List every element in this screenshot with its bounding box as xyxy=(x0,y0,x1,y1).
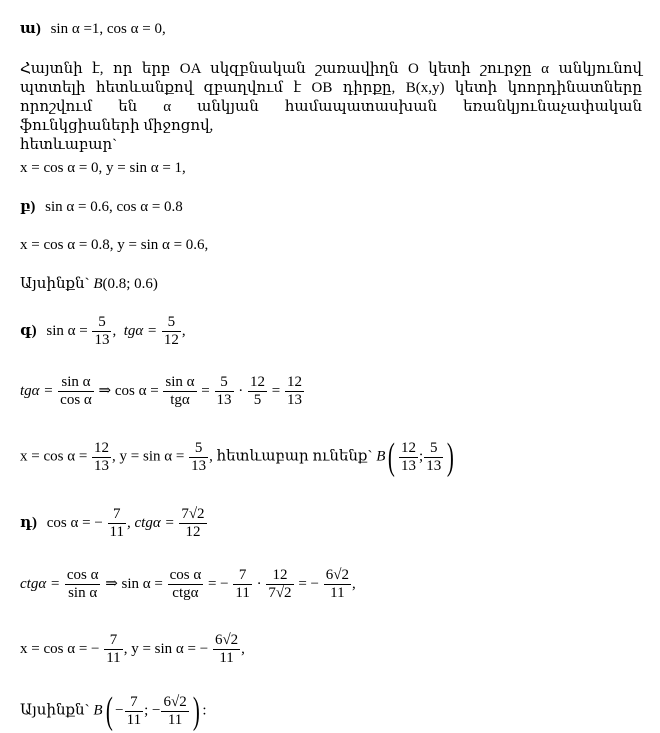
part-b-result xyxy=(20,236,208,254)
fraction: $\frac{5}{13}$ xyxy=(191,439,207,474)
part-b-coordinates: x = cos α = 0.8, y = sin α = 0.6, xyxy=(20,237,209,253)
part-a-condition: sin α =1, cos α = 0, xyxy=(50,21,166,37)
fraction: $\frac{5}{13}$ xyxy=(216,374,232,408)
fraction: $\frac{7}{11}$ xyxy=(109,506,124,540)
part-b-label: բ) xyxy=(20,199,36,215)
fraction: $\frac{\text{cos α}}{\text{sin α}}$ xyxy=(66,567,99,601)
part-c-tg: tgα = xyxy=(123,322,158,339)
fraction: $\frac{12}{7√2}$ xyxy=(268,567,292,601)
part-d-point-lead: Այսինքն` xyxy=(20,702,90,719)
part-b-point: Այսինքն` B(0.8; 0.6) xyxy=(20,276,158,292)
fraction: $\frac{12}{13}$ xyxy=(401,439,417,474)
fraction: $\frac{5}{13}$ xyxy=(426,439,442,474)
part-c: գ) sin α = $\frac{5}{13}$ , tgα = $\frac{5}{12}$ , xyxy=(20,314,186,348)
fraction: $\frac{\text{sin α}}{\text{cos α}}$ xyxy=(60,374,92,408)
fraction: $\frac{7}{11}$ xyxy=(126,693,142,728)
part-c-res-y: , y = sin α = xyxy=(112,448,185,465)
part-d-ctg: , ctgα = xyxy=(127,514,175,531)
part-d-res-y: , y = sin α = − xyxy=(123,640,209,657)
part-a-result xyxy=(20,159,186,177)
part-d-result: x = cos α = − $\frac{7}{11}$ , y = sin α = − $\frac{6√2}{11}$ , xyxy=(20,632,245,666)
part-d-point: Այսինքն` B( − $\frac{7}{11}$ ; − $\frac{6√2}{11}$ ) : xyxy=(20,690,207,732)
part-c-equation: tgα = $\frac{\text{sin α}}{\text{cos α}}$ ⇒ cos α = $\frac{\text{sin α}}{\text{tgα}}$ = $\frac{5}{13}$ · $\frac{12}{5}$ = $\frac{12}{13}$ xyxy=(20,374,302,408)
fraction: $\frac{7}{11}$ xyxy=(106,632,121,666)
explanation-paragraph xyxy=(20,60,642,155)
fraction: $\frac{12}{5}$ xyxy=(250,374,266,408)
part-b-point-coords: 0.8; 0.6 xyxy=(107,276,153,292)
fraction: $\frac{12}{13}$ xyxy=(286,374,302,408)
part-d-point-name: B xyxy=(93,702,103,719)
part-a xyxy=(20,20,166,38)
fraction: $\frac{7}{11}$ xyxy=(235,567,250,601)
fraction: $\frac{\text{sin α}}{\text{tgα}}$ xyxy=(165,374,195,408)
part-b xyxy=(20,198,183,216)
fraction: $\frac{5}{13}$ xyxy=(94,314,110,348)
fraction: $\frac{5}{12}$ xyxy=(163,314,179,348)
part-d-eq-arrow: ⇒ sin α = xyxy=(105,575,163,592)
part-c-res-text: , հետևաբար ունենք` xyxy=(209,448,373,465)
part-c-label: գ) xyxy=(20,322,37,339)
fraction: $\frac{6√2}{11}$ xyxy=(163,693,187,728)
part-d-cos: cos α = − xyxy=(46,514,103,531)
part-a-coordinates: x = cos α = 0, y = sin α = 1, xyxy=(20,160,186,176)
part-d-equation: ctgα = $\frac{\text{cos α}}{\text{sin α}}$ ⇒ sin α = $\frac{\text{cos α}}{\text{ctgα}}$ = − $\frac{7}{11}$ · $\frac{12}{7√2}$ = − $\frac{6√2}{11}$ , xyxy=(20,567,356,601)
part-b-point-lead: Այսինքն` xyxy=(20,276,90,292)
explanation-therefore: հետևաբար` xyxy=(20,137,118,153)
explanation-text: Հայտնի է, որ երբ OA սկզբնական շառավիղն O կետի շուրջը α անկյունով պտտելի հետևանքով զբաղվում է OB դիրքը, B(x,y) կետի կոորդինատները որոշվում են α անկյան համապատասխան եռանկյունաչափական ֆունկցիաների միջոցով, xyxy=(20,61,642,134)
part-b-point-name: B xyxy=(93,276,103,292)
part-d-res-x: x = cos α = − xyxy=(20,640,100,657)
part-c-eq-arrow: ⇒ cos α = xyxy=(98,382,159,399)
fraction: $\frac{6√2}{11}$ xyxy=(325,567,349,601)
part-b-condition: sin α = 0.6, cos α = 0.8 xyxy=(45,199,183,215)
fraction: $\frac{12}{13}$ xyxy=(94,439,110,474)
part-d xyxy=(20,506,208,541)
fraction: $\frac{7√2}{12}$ xyxy=(181,506,205,540)
part-a-label: ա) xyxy=(20,21,41,37)
part-c-eq-tg: tgα = xyxy=(20,382,54,399)
part-c-point-name: B xyxy=(376,448,386,465)
part-c-sin: sin α = xyxy=(46,322,88,339)
part-d-eq-ctg: ctgα = xyxy=(20,575,61,592)
part-c-res-x: x = cos α = xyxy=(20,448,88,465)
part-d-label: դ) xyxy=(20,514,38,531)
part-c-result: x = cos α = $\frac{12}{13}$ , y = sin α = $\frac{5}{13}$ , հետևաբար ունենք` B( $\frac{12}{13}$ ; $\frac{5}{13}$ ) xyxy=(20,436,455,478)
fraction: $\frac{6√2}{11}$ xyxy=(214,632,239,666)
fraction: $\frac{\text{cos α}}{\text{ctgα}}$ xyxy=(169,567,202,601)
